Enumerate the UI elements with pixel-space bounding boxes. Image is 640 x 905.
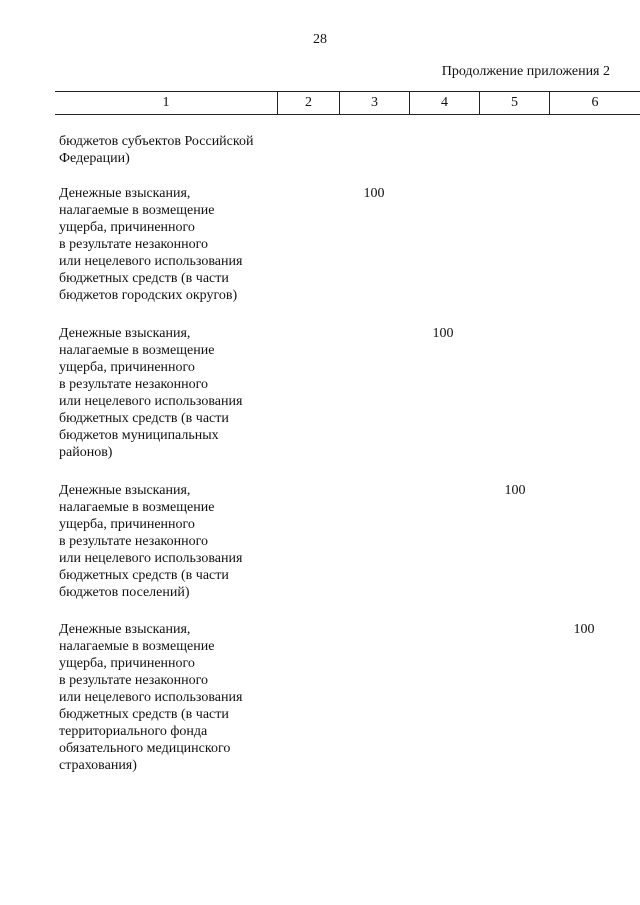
description-line: бюджетных средств (в части	[59, 411, 229, 426]
description-line: в результате незаконного	[59, 534, 209, 549]
description-line: налагаемые в возмещение	[59, 500, 215, 515]
description-line: бюджетных средств (в части	[59, 568, 229, 583]
row-description	[59, 482, 279, 601]
page-number: 28	[313, 32, 327, 47]
description-line: бюджетов городских округов)	[59, 288, 238, 303]
row-value: 100	[573, 622, 595, 637]
description-line: налагаемые в возмещение	[59, 343, 215, 358]
description-line: или нецелевого использования	[59, 690, 243, 705]
description-line: обязательного медицинского	[59, 741, 231, 756]
row-value: 100	[504, 483, 526, 498]
description-line: Денежные взыскания,	[59, 186, 191, 201]
description-line: территориального фонда	[59, 724, 208, 739]
row-description	[59, 325, 279, 461]
description-line: Денежные взыскания,	[59, 483, 191, 498]
description-line: в результате незаконного	[59, 237, 209, 252]
description-line: бюджетов поселений)	[59, 585, 190, 600]
description-line: налагаемые в возмещение	[59, 203, 215, 218]
description-line: или нецелевого использования	[59, 551, 243, 566]
column-header-6: 6	[591, 95, 599, 110]
description-line: ущерба, причиненного	[59, 656, 195, 671]
description-line: налагаемые в возмещение	[59, 639, 215, 654]
column-header-5: 5	[480, 92, 550, 114]
column-header-2: 2	[278, 92, 340, 114]
description-line: бюджетных средств (в части	[59, 271, 229, 286]
description-line: бюджетных средств (в части	[59, 707, 229, 722]
description-line: или нецелевого использования	[59, 394, 243, 409]
row-description	[59, 621, 279, 774]
description-line: страхования)	[59, 758, 137, 773]
description-line: в результате незаконного	[59, 377, 209, 392]
row-value: 100	[432, 326, 454, 341]
description-line: Денежные взыскания,	[59, 622, 191, 637]
row-description	[59, 185, 279, 304]
description-line: бюджетов субъектов Российской	[59, 134, 254, 149]
description-line: в результате незаконного	[59, 673, 209, 688]
description-line: бюджетов муниципальных	[59, 428, 219, 443]
description-line: ущерба, причиненного	[59, 360, 195, 375]
description-line: ущерба, причиненного	[59, 517, 195, 532]
column-header-3: 3	[340, 92, 410, 114]
table-header	[55, 91, 640, 115]
description-line: Федерации)	[59, 151, 130, 166]
column-header-4: 4	[410, 92, 480, 114]
description-line: ущерба, причиненного	[59, 220, 195, 235]
description-line: Денежные взыскания,	[59, 326, 191, 341]
column-header-1: 1	[55, 92, 278, 114]
continuation-label: Продолжение приложения 2	[441, 64, 610, 79]
description-line: районов)	[59, 445, 113, 460]
row-value: 100	[363, 186, 385, 201]
description-line: или нецелевого использования	[59, 254, 243, 269]
row-description	[59, 133, 279, 167]
